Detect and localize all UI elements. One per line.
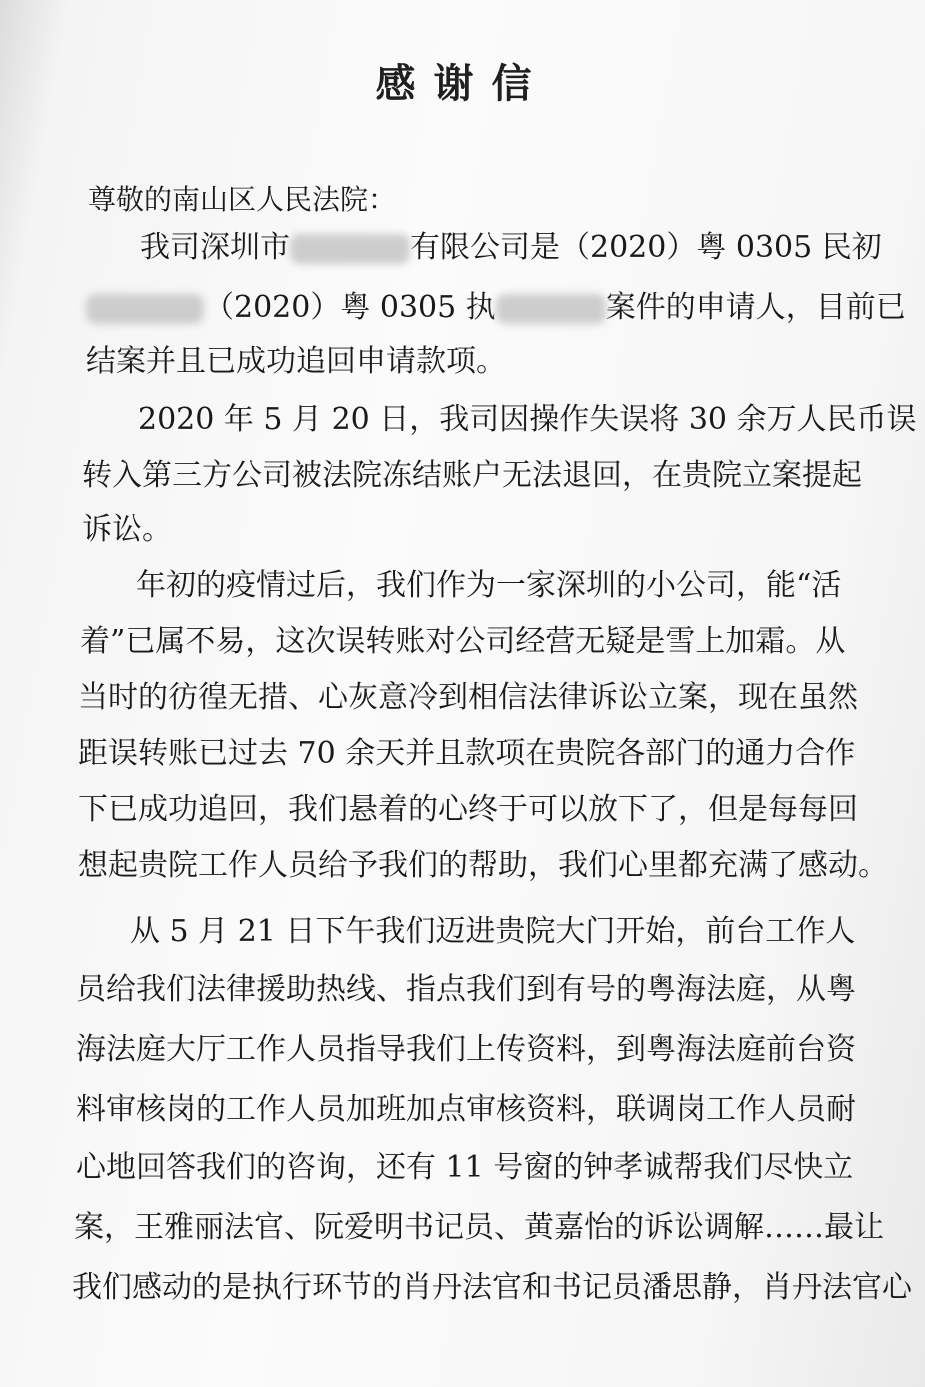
redacted-company-name (290, 234, 410, 264)
p1-line-2-start: （2020）粤 0305 执 (204, 290, 496, 325)
p4-line-5: 心地回答我们的咨询，还有 11 号窗的钟孝诚帮我们尽快立 (76, 1150, 854, 1185)
p4-line-2: 员给我们法律援助热线、指点我们到有号的粤海法庭，从粤 (76, 972, 856, 1007)
p4-line-6: 案，王雅丽法官、阮爱明书记员、黄嘉怡的诉讼调解……最让 (74, 1210, 884, 1245)
p3-line-5: 下已成功追回，我们悬着的心终于可以放下了，但是每每回 (78, 792, 858, 827)
p4-line-7: 我们感动的是执行环节的肖丹法官和书记员潘思静，肖丹法官心 (72, 1270, 912, 1305)
p2-line-3: 诉讼。 (82, 512, 172, 547)
p1-line-2 (86, 288, 906, 328)
p1-line-1-start: 我司深圳市 (140, 230, 290, 265)
p1-line-3: 结案并且已成功追回申请款项。 (86, 344, 506, 379)
letter-title: 感谢信 (375, 60, 550, 107)
p1-line-1-end: 有限公司是（2020）粤 0305 民初 (410, 230, 882, 265)
p3-line-4: 距误转账已过去 70 余天并且款项在贵院各部门的通力合作 (78, 736, 856, 771)
p3-line-6: 想起贵院工作人员给予我们的帮助，我们心里都充满了感动。 (78, 848, 888, 883)
redacted-case-number-2 (496, 294, 606, 324)
p1-line-1 (140, 228, 882, 268)
p2-line-2: 转入第三方公司被法院冻结账户无法退回，在贵院立案提起 (82, 458, 862, 493)
p3-line-2: 着”已属不易，这次误转账对公司经营无疑是雪上加霜。从 (80, 624, 846, 659)
p1-line-2-end: 案件的申请人，目前已 (605, 290, 906, 325)
p3-line-1: 年初的疫情过后，我们作为一家深圳的小公司，能“活 (136, 568, 842, 603)
p2-line-1: 2020 年 5 月 20 日，我司因操作失误将 30 余万人民币误 (138, 402, 917, 437)
redacted-case-number-1 (86, 294, 204, 324)
p4-line-4: 料审核岗的工作人员加班加点审核资料，联调岗工作人员耐 (76, 1092, 856, 1127)
p4-line-1: 从 5 月 21 日下午我们迈进贵院大门开始，前台工作人 (130, 914, 856, 949)
p3-line-3: 当时的彷徨无措、心灰意冷到相信法律诉讼立案，现在虽然 (78, 680, 858, 715)
p4-line-3: 海法庭大厅工作人员指导我们上传资料，到粤海法庭前台资 (76, 1032, 856, 1067)
salutation: 尊敬的南山区人民法院： (88, 183, 397, 216)
